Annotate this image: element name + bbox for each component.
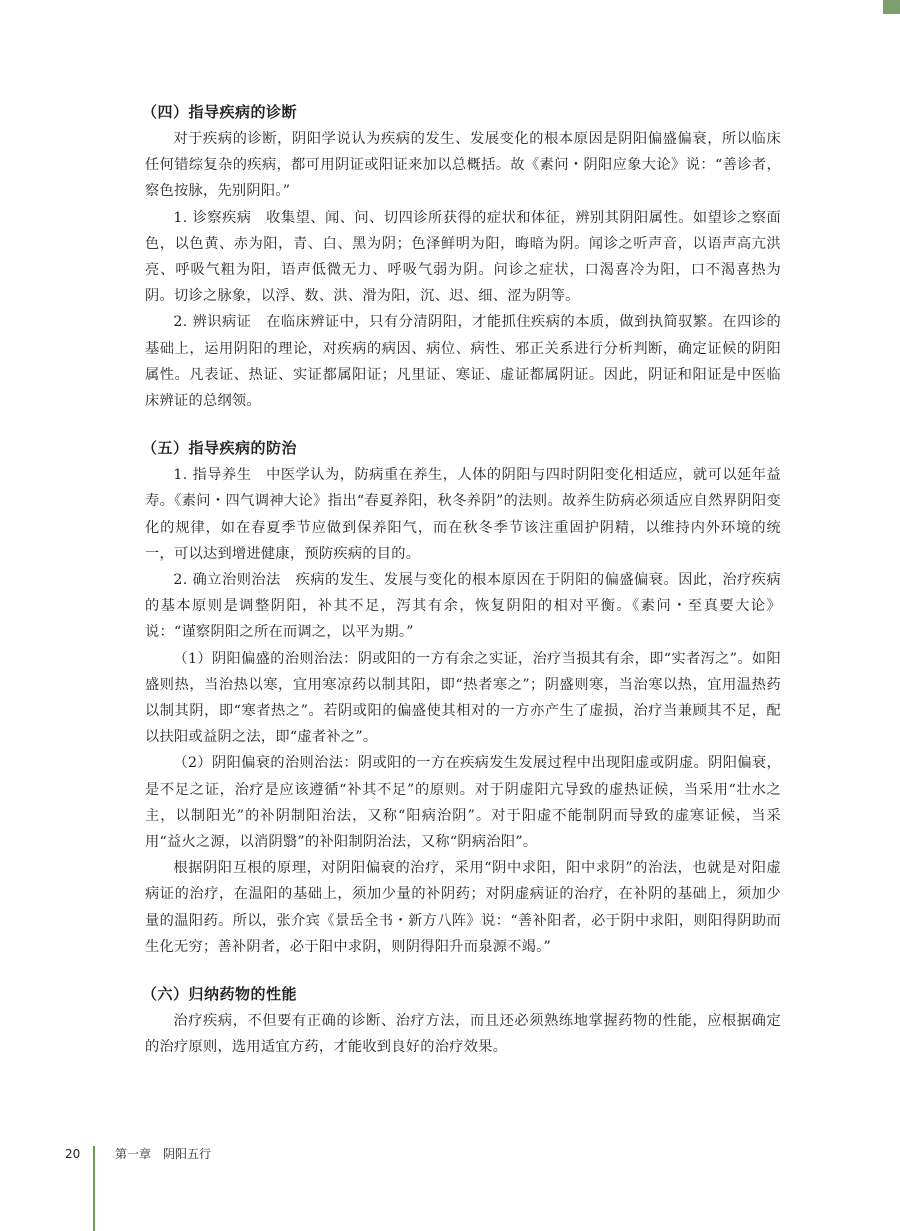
page-number: 20	[65, 1147, 81, 1161]
page-body	[142, 98, 781, 1061]
running-chapter-title: 第一章 阴阳五行	[115, 1147, 212, 1161]
page-footer	[65, 1145, 93, 1163]
paragraph: 2. 确立治则治法 疾病的发生、发展与变化的根本原因在于阴阳的偏盛偏衰。因此，治疗疾病的基本原则是调整阴阳，补其不足，泻其有余，恢复阴阳的相对平衡。《素问・至真要大论》说：“谨察阴阳之所在而调之，以平为期。”	[145, 572, 781, 641]
paragraph: 1. 指导养生 中医学认为，防病重在养生，人体的阴阳与四时阴阳变化相适应，就可以延年益寿。《素问・四气调神大论》指出“春夏养阳，秋冬养阴”的法则。故养生防病必须适应自然界阴阳变化的规律，如在春夏季节应做到保养阳气，而在秋冬季节该注重固护阴精，以维持内外环境的统一，可以达到增进健康，预防疾病的目的。	[145, 467, 781, 562]
section-diagnosis	[142, 98, 781, 414]
footer-divider	[93, 1146, 95, 1231]
paragraph: 对于疾病的诊断，阴阳学说认为疾病的发生、发展变化的根本原因是阴阳偏盛偏衰，所以临床任何错综复杂的疾病，都可用阴证或阳证来加以总概括。故《素问・阴阳应象大论》说：“善诊者，察色按脉，先别阴阳。”	[145, 131, 781, 200]
paragraph: （1）阴阳偏盛的治则治法：阴或阳的一方有余之实证，治疗当损其有余，即“实者泻之”。如阳盛则热，当治热以寒，宜用寒凉药以制其阳，即“热者寒之”；阴盛则寒，当治寒以热，宜用温热药以制其阴，即“寒者热之”。若阴或阳的偏盛使其相对的一方亦产生了虚损，治疗当兼顾其不足，配以扶阳或益阴之法，即“虚者补之”。	[145, 650, 781, 746]
paragraph: 根据阴阳互根的原理，对阴阳偏衰的治疗，采用“阴中求阳，阳中求阴”的治法，也就是对阳虚病证的治疗，在温阳的基础上，须加少量的补阴药；对阴虚病证的治疗，在补阴的基础上，须加少量的温阳药。所以，张介宾《景岳全书・新方八阵》说：“善补阳者，必于阴中求阳，则阳得阴助而生化无穷；善补阴者，必于阳中求阴，则阴得阳升而泉源不竭。”	[145, 860, 781, 955]
paragraph: 1. 诊察疾病 收集望、闻、问、切四诊所获得的症状和体征，辨别其阴阳属性。如望诊之察面色，以色黄、赤为阳，青、白、黑为阴；色泽鲜明为阳，晦暗为阴。闻诊之听声音，以语声高亢洪亮、呼吸气粗为阳，语声低微无力、呼吸气弱为阴。问诊之症状，口渴喜冷为阳，口不渴喜热为阴。切诊之脉象，以浮、数、洪、滑为阳，沉、迟、细、涩为阴等。	[145, 209, 781, 305]
paragraph: （2）阴阳偏衰的治则治法：阴或阳的一方在疾病发生发展过程中出现阳虚或阴虚。阴阳偏衰，是不足之证，治疗是应该遵循“补其不足”的原则。对于阴虚阳亢导致的虚热证候，当采用“壮水之主，以制阳光”的补阴制阳治法，又称“阳病治阴”。对于阳虚不能制阴而导致的虚寒证候，当采用“益火之源，以消阴翳”的补阳制阴治法，又称“阴病治阳”。	[145, 755, 781, 851]
section-drug-properties	[142, 980, 781, 1060]
section-heading: （五）指导疾病的防治	[142, 439, 298, 458]
section-prevention-treatment	[142, 434, 781, 960]
paragraph: 治疗疾病，不但要有正确的诊断、治疗方法，而且还必须熟练地掌握药物的性能，应根据确定的治疗原则，选用适宜方药，才能收到良好的治疗效果。	[145, 1013, 781, 1056]
corner-color-mark	[883, 0, 900, 14]
paragraph: 2. 辨识病证 在临床辨证中，只有分清阴阳，才能抓住疾病的本质，做到执简驭繁。在四诊的基础上，运用阴阳的理论，对疾病的病因、病位、病性、邪正关系进行分析判断，确定证候的阴阳属性。凡表证、热证、实证都属阳证；凡里证、寒证、虚证都属阴证。因此，阴证和阳证是中医临床辨证的总纲领。	[145, 314, 781, 410]
section-heading: （四）指导疾病的诊断	[142, 103, 298, 121]
section-heading: （六）归纳药物的性能	[142, 985, 298, 1004]
